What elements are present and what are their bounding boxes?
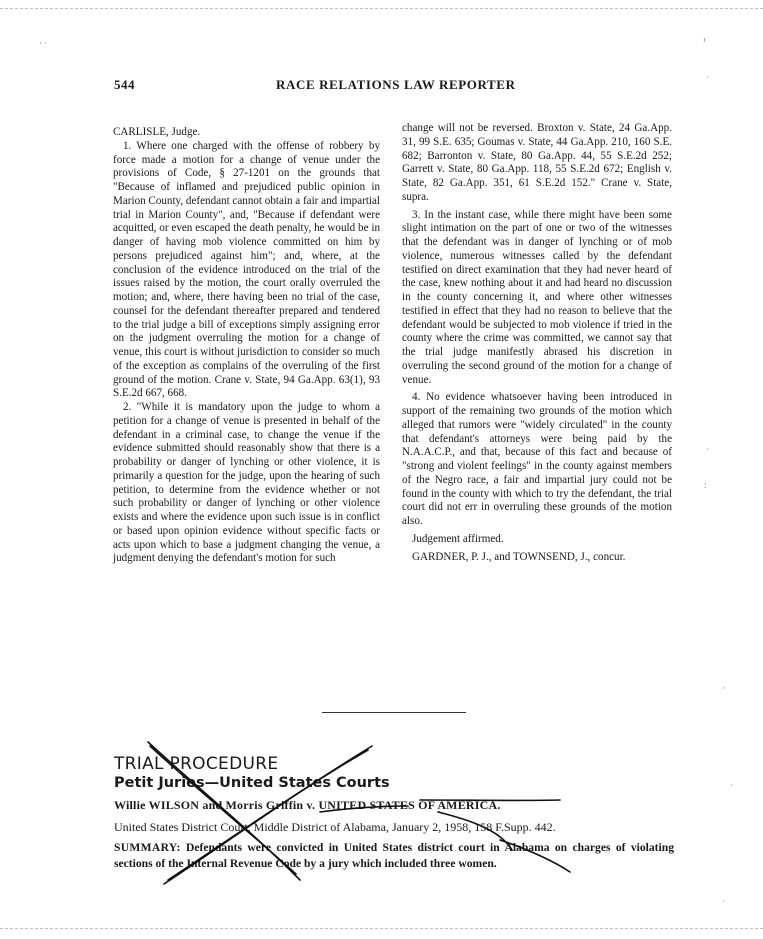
scan-speck: · · <box>39 38 48 48</box>
summary-label: SUMMARY: <box>114 841 181 854</box>
judgement-line: Judgement affirmed. <box>412 532 504 545</box>
scan-speck: · <box>706 72 709 82</box>
concurrence-line: GARDNER, P. J., and TOWNSEND, J., concur. <box>412 550 626 563</box>
paragraph-2: 2. "While it is mandatory upon the judge to whom a petition for a change of venue is presented in behalf of the defendant in a criminal case, to change the venue if the evidence submitted should reasonably show that there is a probability or danger of lynching or other violence, it is primarily a question for the judge, upon the hearing of such petition, to determine from the evidence whether or not such probability or danger of lynching or other violence exists and where the evidence upon such issue is in conflict or based upon opinion evidence without specific facts or acts upon which to base a judgment changing the venue, a judgment denying the defendant's motion for such <box>113 401 380 565</box>
paragraph-4: 4. No evidence whatsoever having been introduced in support of the remaining two grounds of the motion which alleged that rumors were "widely circulated" in the county that defendant's attorneys were being paid by the N.A.A.C.P., and that, because of this fact and because of "strong and violent feelings" in the county against members of the Negro race, a fair and impartial jury could not be found in the county with which to try the defendant, the trial court did not err in overruling these grounds of the motion also. <box>402 391 672 527</box>
summary-text: Defendants were convicted in United States district court in Alabama on charges of violating sections of the Internal Revenue Code by a jury which included three women. <box>114 841 674 870</box>
scan-speck: : <box>704 480 707 490</box>
scan-speck: ¹ <box>703 36 706 46</box>
case-summary <box>114 840 674 871</box>
page-number: 544 <box>114 77 135 92</box>
scan-speck: · <box>730 780 733 790</box>
section-divider <box>322 712 466 713</box>
paragraph-3: 3. In the instant case, while there might have been some slight intimation on the part of one or two of the witnesses that the defendant was in danger of lynching or of mob violence, numerous witnesses called by the defendant testified on direct examination that they had never heard of the case, knew nothing about it and had heard no discussion in the county concerning it, and where other witnesses testified in effect that they had no reason to believe that the defendant would be subjected to mob violence if tried in the county where the crime was committed, we cannot say that the trial judge manifestly abrased his discretion in overruling the second ground of the motion for a change of venue. <box>402 208 672 386</box>
court-citation: United States District Court, Middle District of Alabama, January 2, 1958, 158 F.Supp. 442. <box>114 820 556 834</box>
right-column <box>402 122 672 564</box>
top-scan-border <box>0 8 763 9</box>
case-caption: Willie WILSON and Morris Griffin v. UNITED STATES OF AMERICA. <box>114 798 501 812</box>
scan-speck: · <box>722 896 725 906</box>
running-head: RACE RELATIONS LAW REPORTER <box>276 77 516 92</box>
section-title: TRIAL PROCEDURE <box>114 754 279 774</box>
section-subtitle: Petit Juries—United States Courts <box>114 775 390 791</box>
paragraph-1: 1. Where one charged with the offense of robbery by force made a motion for a change of venue under the provisions of Code, § 27-1201 on the grounds that "Because of inflamed and prejudiced public opinion in Marion County, defendant cannot obtain a fair and impartial trial in Marion County", and, "Because if defendant were acquitted, or even escaped the death penalty, he would be in danger of having mob violence committed on him by persons prejudiced against him"; and, where, at the conclusion of the evidence introduced on the trial of the issues raised by the motion, the court orally overruled the motion; and, where, there having been no trial of the case, counsel for the defendant thereafter prepared and tendered to the trial judge a bill of exceptions simply assigning error on the judgment overruling the motion for a change of venue, this court is without jurisdiction to consider so much of the exception as complains of the overruling of the first ground of the motion. Crane v. State, 94 Ga.App. 63(1), 93 S.E.2d 667, 668. <box>113 139 380 400</box>
left-column <box>113 126 380 566</box>
judge-name: CARLISLE, Judge. <box>113 126 201 138</box>
scan-speck: · <box>722 683 725 693</box>
bottom-scan-border <box>0 928 763 929</box>
paragraph-2-continued: change will not be reversed. Broxton v. State, 24 Ga.App. 31, 99 S.E. 635; Goumas v. State, 44 Ga.App. 210, 160 S.E. 682; Barronton v. State, 80 Ga.App. 44, 55 S.E.2d 252; Garrett v. State, 80 Ga.App. 118, 55 S.E.2d 672; English v. State, 82 Ga.App. 351, 61 S.E.2d 152." Crane v. State, supra. <box>402 122 672 203</box>
scan-speck: · <box>706 444 709 454</box>
